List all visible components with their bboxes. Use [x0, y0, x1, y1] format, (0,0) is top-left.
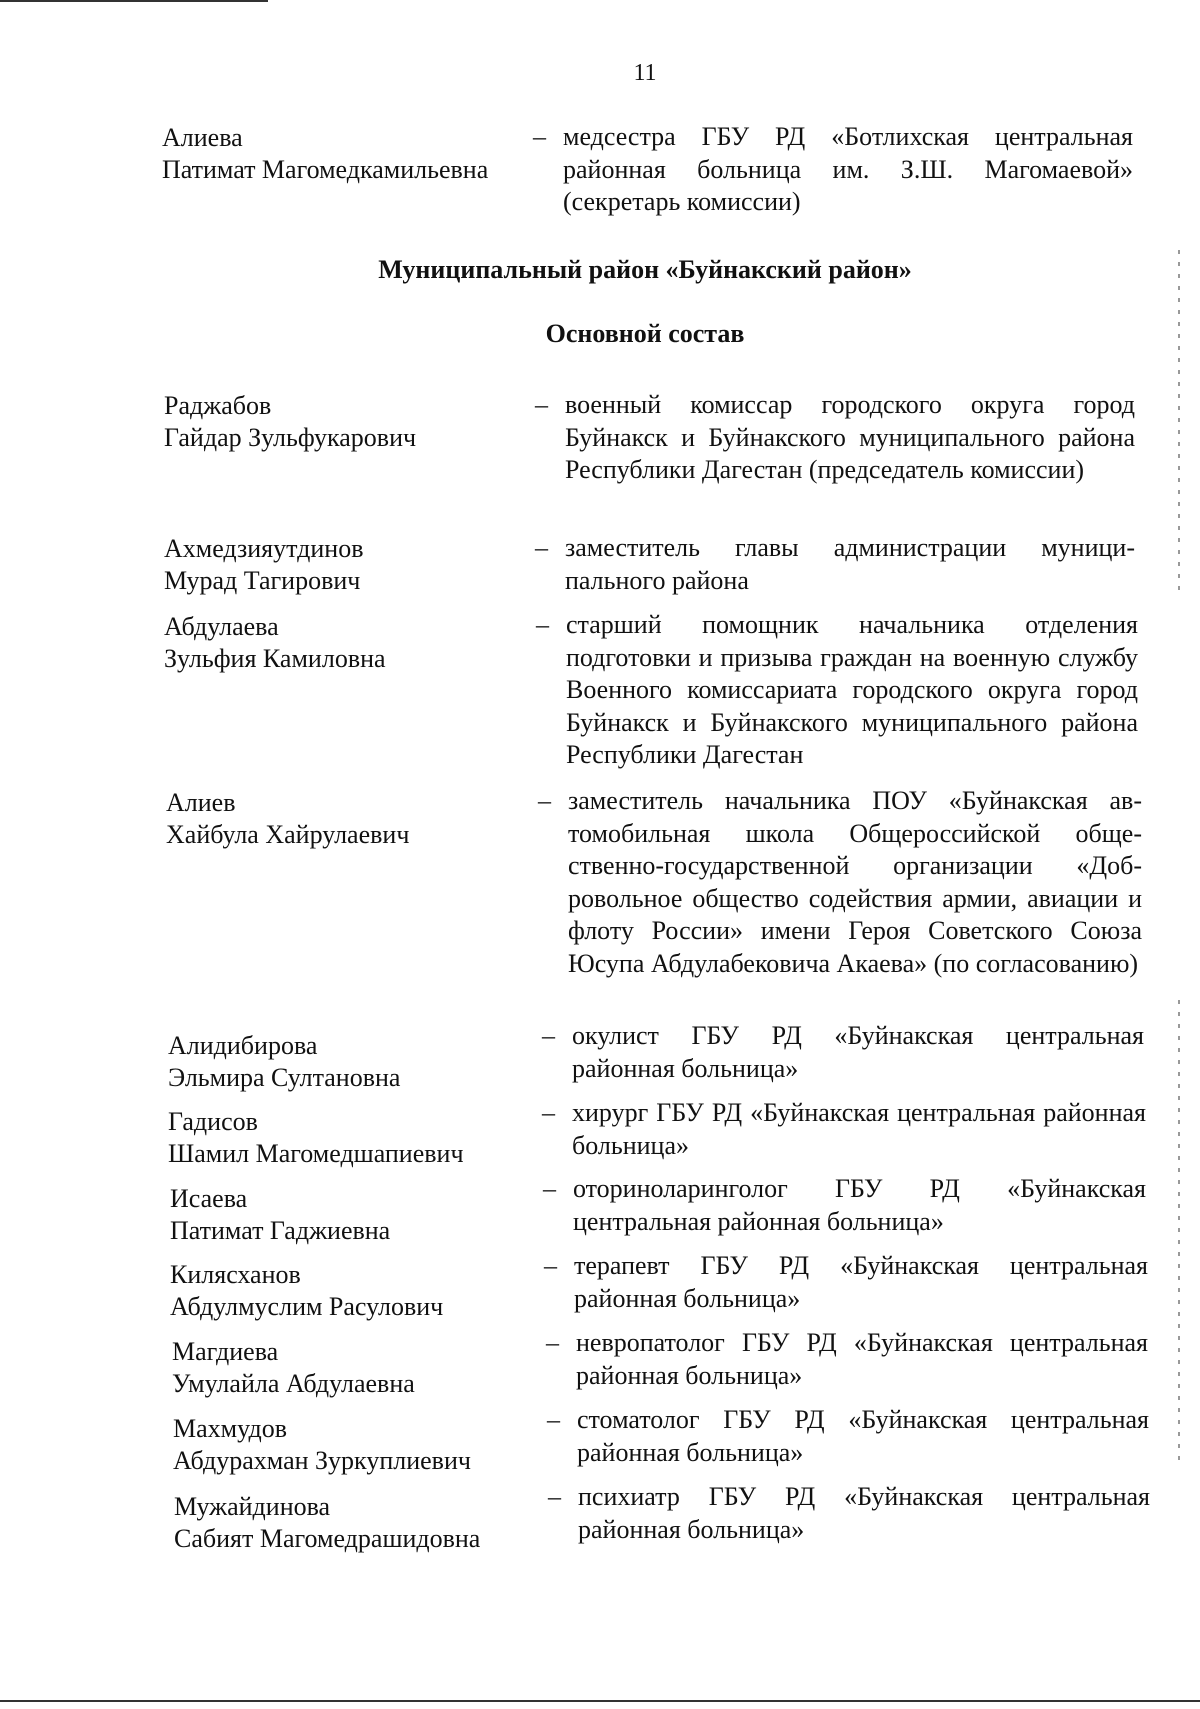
- member-surname: Килясханов: [170, 1260, 301, 1289]
- member-surname: Абдулаева: [164, 612, 279, 641]
- member-name: [164, 611, 544, 675]
- dash-separator: –: [538, 786, 551, 815]
- member-role: хирург ГБУ РД «Буйнакская центральная районная больница»: [572, 1098, 1146, 1160]
- member-role: невропатолог ГБУ РД «Буйнакская центральная районная больница»: [576, 1328, 1148, 1390]
- member-surname: Исаева: [170, 1184, 248, 1213]
- member-name: [174, 1491, 554, 1555]
- scan-artifact-right-lower: [1178, 1000, 1180, 1460]
- member-given-name: Шамил Магомедшапиевич: [168, 1139, 464, 1168]
- member-role: медсестра ГБУ РД «Ботлихская центральная районная больница им. З.Ш. Магомаевой» (секретарь комиссии): [563, 122, 1133, 216]
- member-given-name: Патимат Магомедкамильевна: [162, 155, 489, 184]
- member-name: [162, 122, 542, 186]
- member-given-name: Гайдар Зульфукарович: [164, 423, 417, 452]
- member-surname: Алидибирова: [168, 1031, 318, 1060]
- member-surname: Раджабов: [164, 391, 272, 420]
- member-role: заместитель начальника ПОУ «Буйнакская автомобильная школа Общероссийской общественно-государственной организации «Добровольное общество содействия армии, авиации и флоту России» имени Героя Советского Союза Юсупа Абдулабековича Акаева» (по согласованию): [568, 786, 1142, 978]
- member-given-name: Абдулмуслим Расулович: [170, 1292, 444, 1321]
- member-name: [168, 1030, 548, 1094]
- dash-separator: –: [535, 533, 548, 562]
- member-role: заместитель главы администрации муниципального района: [565, 533, 1135, 595]
- member-surname: Алиева: [162, 123, 243, 152]
- member-given-name: Сабият Магомедрашидовна: [174, 1524, 481, 1553]
- member-role: военный комиссар городского округа город Буйнакск и Буйнакского муниципального района Республики Дагестан (председатель комиссии): [565, 390, 1135, 484]
- page-number: 11: [633, 60, 657, 86]
- member-name: [166, 787, 546, 851]
- dash-separator: –: [533, 122, 546, 151]
- dash-separator: –: [542, 1021, 555, 1050]
- member-given-name: Умулайла Абдулаевна: [172, 1369, 415, 1398]
- dash-separator: –: [542, 1098, 555, 1127]
- member-name: [170, 1259, 550, 1323]
- member-surname: Махмудов: [173, 1414, 287, 1443]
- scan-artifact-bottom: [0, 1700, 1200, 1702]
- member-name: [164, 533, 544, 597]
- subsection-title: Основной состав: [545, 319, 745, 348]
- member-name: [172, 1336, 552, 1400]
- scan-artifact-top: [0, 0, 268, 2]
- section-title: Муниципальный район «Буйнакский район»: [378, 255, 912, 284]
- member-name: [170, 1183, 550, 1247]
- member-surname: Магдиева: [172, 1337, 279, 1366]
- member-surname: Гадисов: [168, 1107, 258, 1136]
- member-name: [168, 1106, 548, 1170]
- dash-separator: –: [535, 390, 548, 419]
- member-role: психиатр ГБУ РД «Буйнакская центральная районная больница»: [578, 1482, 1150, 1544]
- member-role: терапевт ГБУ РД «Буйнакская центральная районная больница»: [574, 1251, 1148, 1313]
- member-surname: Ахмедзияутдинов: [164, 534, 364, 563]
- member-name: [173, 1413, 553, 1477]
- member-given-name: Абдурахман Зуркуплиевич: [173, 1446, 471, 1475]
- member-surname: Алиев: [166, 788, 236, 817]
- member-given-name: Зульфия Камиловна: [164, 644, 386, 673]
- member-role: стоматолог ГБУ РД «Буйнакская центральная районная больница»: [577, 1405, 1149, 1467]
- dash-separator: –: [536, 610, 549, 639]
- dash-separator: –: [544, 1251, 557, 1280]
- member-given-name: Эльмира Султановна: [168, 1063, 401, 1092]
- member-surname: Мужайдинова: [174, 1492, 331, 1521]
- member-name: [164, 390, 544, 454]
- member-role: оториноларинголог ГБУ РД «Буйнакская центральная районная больница»: [573, 1174, 1146, 1236]
- member-role: окулист ГБУ РД «Буйнакская центральная районная больница»: [572, 1021, 1144, 1083]
- scan-artifact-right: [1178, 250, 1180, 590]
- dash-separator: –: [546, 1328, 559, 1357]
- member-given-name: Мурад Тагирович: [164, 566, 361, 595]
- member-given-name: Патимат Гаджиевна: [170, 1216, 391, 1245]
- dash-separator: –: [543, 1174, 556, 1203]
- dash-separator: –: [548, 1482, 561, 1511]
- member-role: старший помощник начальника отделения подготовки и призыва граждан на военную службу Военного комиссариата городского округа город Буйнакск и Буйнакского муниципального района Республики Дагестан: [566, 610, 1138, 769]
- dash-separator: –: [547, 1405, 560, 1434]
- member-given-name: Хайбула Хайрулаевич: [166, 820, 410, 849]
